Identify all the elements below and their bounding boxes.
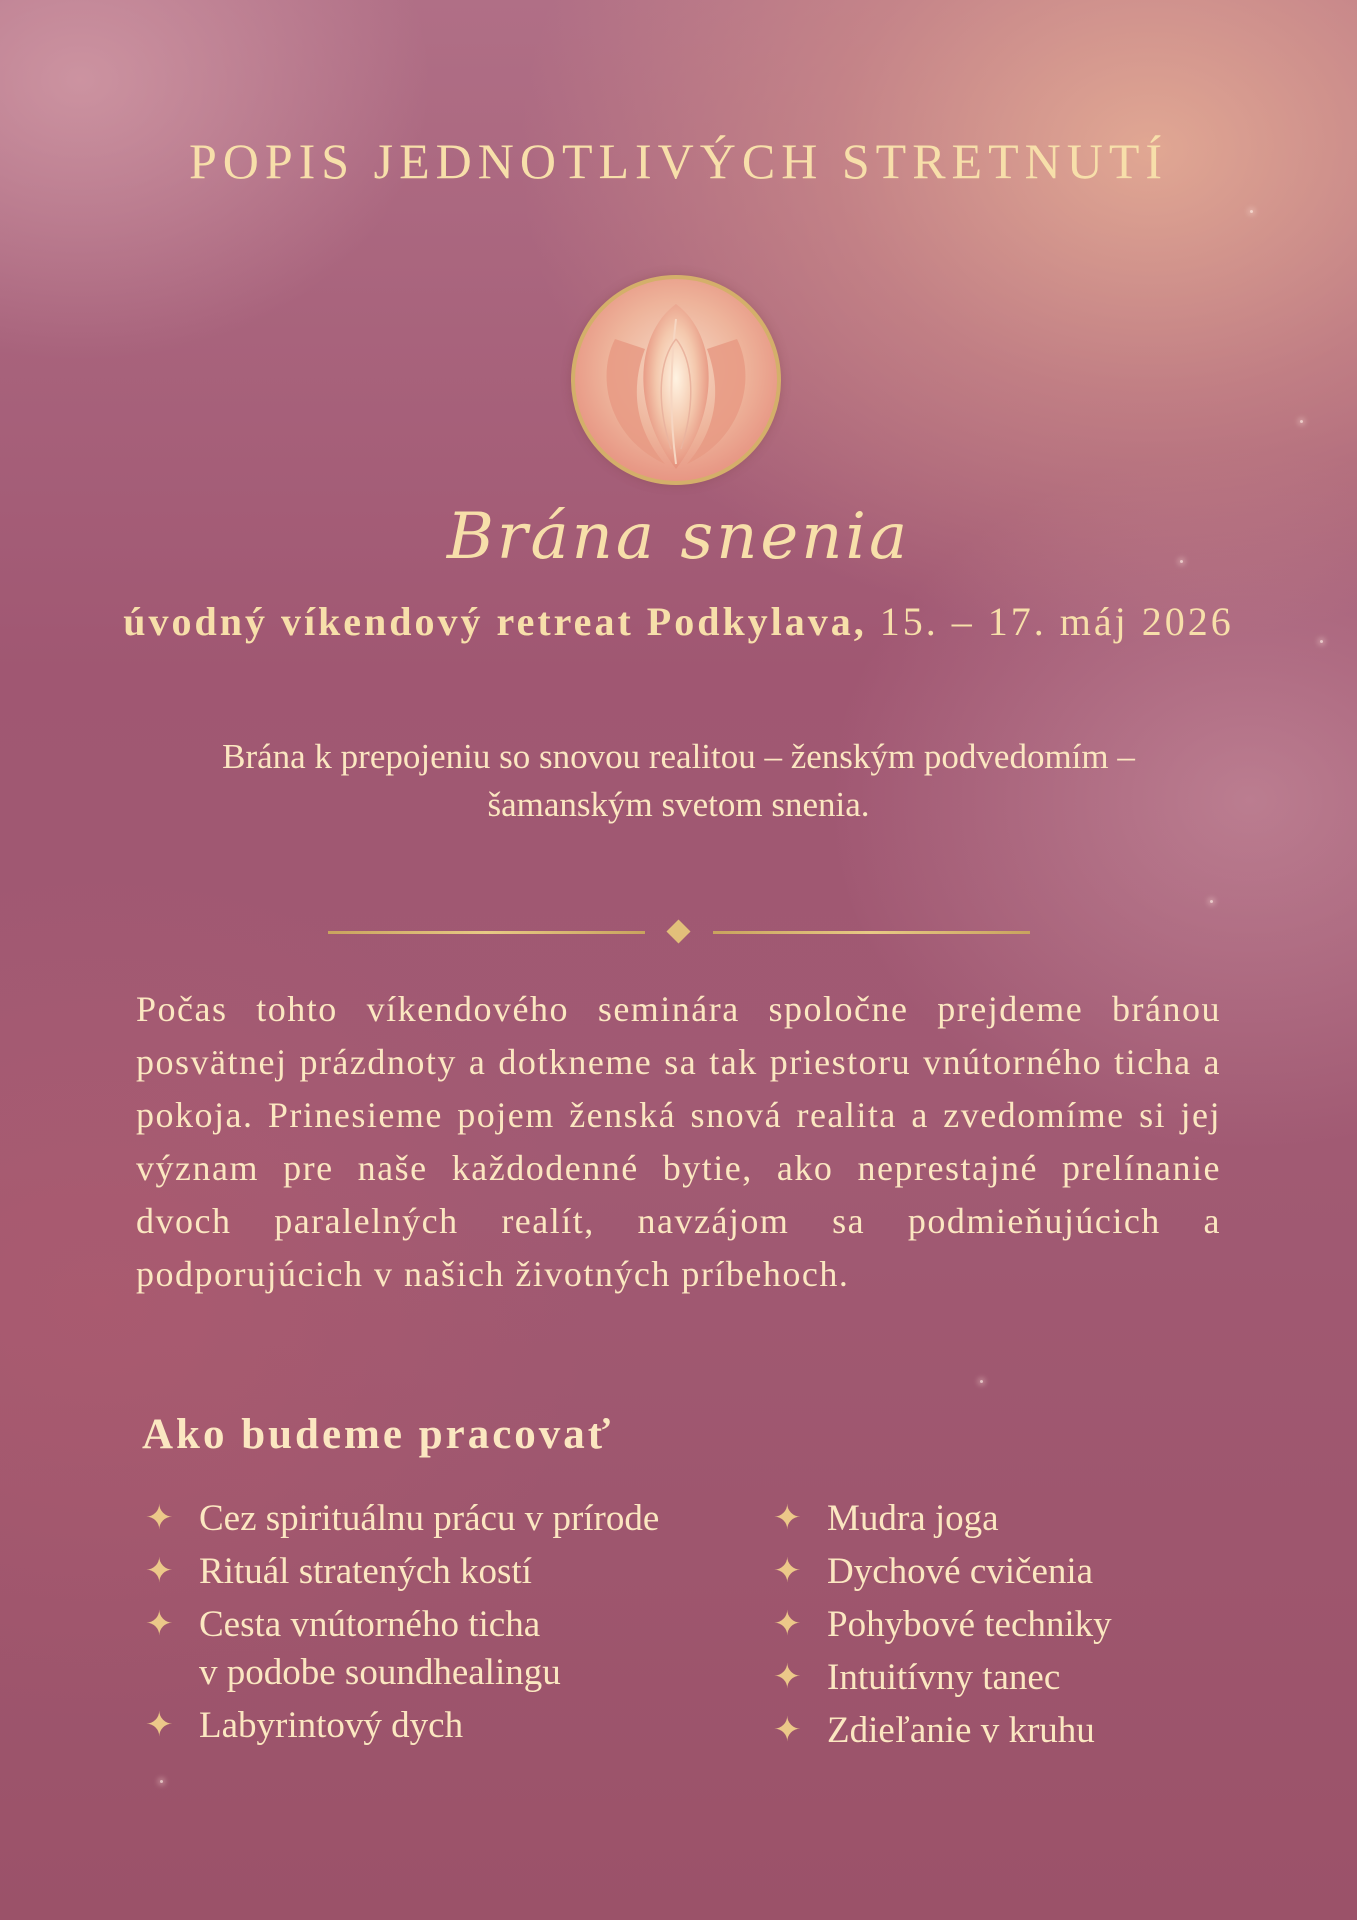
event-location: úvodný víkendový retreat Podkylava, [123,599,867,644]
list-item: ✦ Cez spirituálnu prácu v prírode [145,1495,745,1543]
divider-line-left [328,931,645,934]
list-item: ✦ Dychové cvičenia [773,1548,1293,1596]
petal-illustration-icon [575,279,777,481]
divider-line-right [713,931,1030,934]
methods-list-left [145,1495,745,1755]
list-item: ✦ Cesta vnútorného ticha v podobe soundhealingu [145,1601,745,1697]
intro-line-1: Brána k prepojeniu so snovou realitou – ženským podvedomím – [222,737,1135,776]
page-title: POPIS JEDNOTLIVÝCH STRETNUTÍ [188,133,1169,189]
event-title: Brána snenia [446,500,911,574]
diamond-icon [666,919,690,943]
list-item: ✦ Pohybové techniky [773,1601,1293,1649]
description-paragraph: Počas tohto víkendového seminára spoločne prejdeme bránou posvätnej prázdnoty a dotkneme sa tak priestoru vnútorného ticha a pokoja. Prinesieme pojem ženská snová realita a zvedomíme si jej význam pre naše každodenné bytie, ako neprestajné prelínanie dvoch paralelných realít, navzájom sa podmieňujúcich a podporujúcich v našich životných príbehoch. [136,989,1221,1294]
section-title-methods: Ako budeme pracovať [142,1411,614,1458]
event-date: 15. – 17. máj 2026 [866,599,1234,644]
list-item: ✦ Labyrintový dych [145,1702,745,1750]
intro-text [100,733,1257,829]
list-item: ✦ Intuitívny tanec [773,1654,1293,1702]
list-item: ✦ Zdieľanie v kruhu [773,1707,1293,1755]
flower-petal-medallion [571,275,781,485]
list-item: ✦ Rituál stratených kostí [145,1548,745,1596]
sparkle-icon: ✦ [773,1659,802,1696]
sparkle-icon: ✦ [773,1500,802,1537]
event-subtitle [0,598,1357,645]
sparkle-icon: ✦ [145,1553,174,1590]
methods-list-right [773,1495,1293,1760]
list-item: ✦ Mudra joga [773,1495,1293,1543]
sparkle-icon: ✦ [773,1553,802,1590]
intro-line-2: šamanským svetom snenia. [487,785,870,824]
sparkle-icon: ✦ [145,1500,174,1537]
ornamental-divider [328,920,1030,944]
sparkle-icon: ✦ [145,1707,174,1744]
sparkle-icon: ✦ [773,1606,802,1643]
sparkle-icon: ✦ [145,1606,174,1643]
sparkle-icon: ✦ [773,1712,802,1749]
